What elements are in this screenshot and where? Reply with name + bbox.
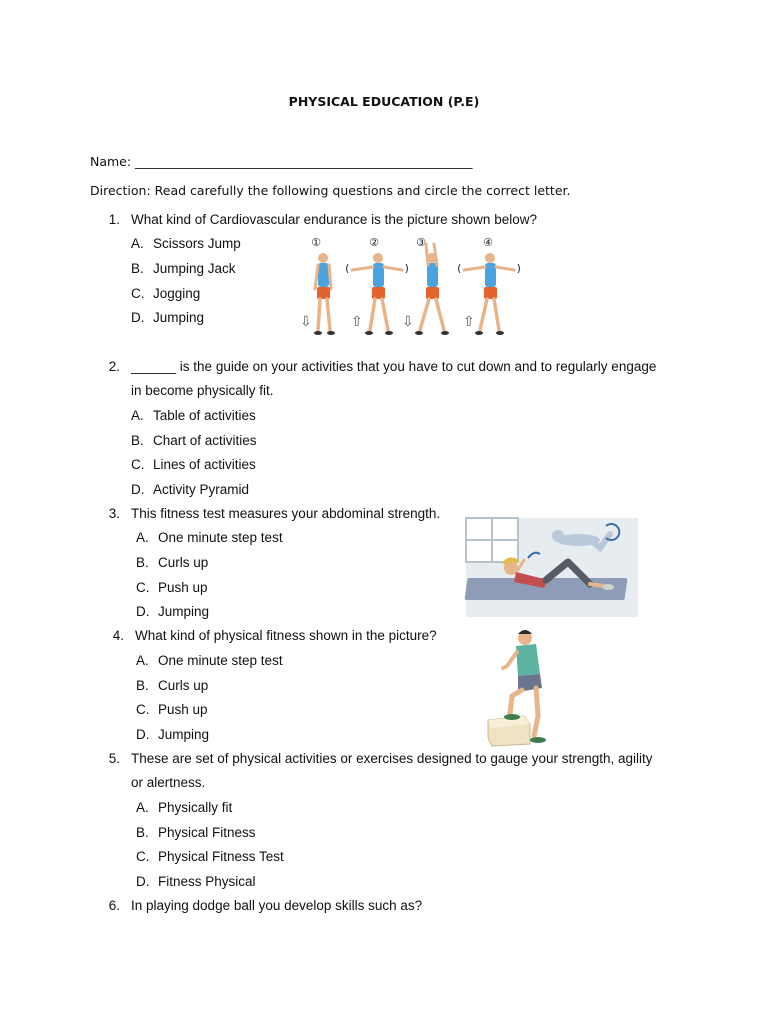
q3-option-a: A. One minute step test — [136, 530, 283, 545]
q3-option-b: B. Curls up — [136, 555, 209, 570]
step-test-figure — [484, 628, 560, 750]
arrow-down-icon: ⇩ — [402, 314, 414, 330]
step-label-4: ④ — [483, 236, 493, 249]
q5-option-d: D. Fitness Physical — [136, 874, 256, 889]
q2-option-b: B. Chart of activities — [131, 433, 257, 448]
q2-option-a: A. Table of activities — [131, 408, 256, 423]
step-label-1: ① — [311, 236, 321, 249]
curl-up-figure — [466, 518, 638, 617]
question-number: 2. — [108, 359, 120, 374]
arrow-up-icon: ⇧ — [463, 314, 475, 330]
question-text-continued: or alertness. — [131, 775, 206, 790]
q5-option-b: B. Physical Fitness — [136, 825, 256, 840]
q5-option-c: C. Physical Fitness Test — [136, 849, 284, 864]
jumper-pose-1 — [314, 253, 335, 335]
question-text: What kind of physical fitness shown in the picture? — [135, 628, 437, 643]
q4-option-a: A. One minute step test — [136, 653, 283, 668]
question-number: 3. — [108, 506, 120, 521]
name-field-line: Name: ______________________________________________________ — [90, 154, 473, 169]
question-text: ______ is the guide on your activities that you have to cut down and to regularly engage — [131, 359, 657, 374]
q2-option-c: C. Lines of activities — [131, 457, 256, 472]
q3-option-d: D. Jumping — [136, 604, 210, 619]
q1-option-d: D. Jumping — [131, 310, 205, 325]
question-number: 4. — [112, 628, 124, 643]
question-text: This fitness test measures your abdominal strength. — [131, 506, 441, 521]
q2-option-d: D. Activity Pyramid — [131, 482, 250, 497]
question-number: 6. — [108, 898, 120, 913]
step-label-3: ③ — [416, 236, 426, 249]
question-text: In playing dodge ball you develop skills such as? — [131, 898, 423, 913]
arrow-up-icon: ⇧ — [351, 314, 363, 330]
q4-option-d: D. Jumping — [136, 727, 210, 742]
q5-option-a: A. Physically fit — [136, 800, 233, 815]
step-label-2: ② — [369, 236, 379, 249]
question-text: These are set of physical activities or exercises designed to gauge your strength, agility — [131, 751, 653, 766]
question-number: 5. — [108, 751, 120, 766]
q4-option-c: C. Push up — [136, 702, 208, 717]
directions-text: Direction: Read carefully the following questions and circle the correct letter. — [90, 183, 571, 198]
page-title: PHYSICAL EDUCATION (P.E) — [288, 94, 480, 109]
q1-option-a: A. Scissors Jump — [131, 236, 241, 251]
q1-option-b: B. Jumping Jack — [131, 261, 236, 276]
question-text: What kind of Cardiovascular endurance is the picture shown below? — [131, 212, 537, 227]
jumper-pose-3 — [415, 244, 449, 335]
q1-option-c: C. Jogging — [131, 286, 201, 301]
q3-option-c: C. Push up — [136, 580, 208, 595]
q4-option-b: B. Curls up — [136, 678, 209, 693]
question-text-continued: in become physically fit. — [131, 383, 274, 398]
jumping-jack-figure — [296, 234, 526, 342]
question-number: 1. — [108, 212, 120, 227]
arrow-down-icon: ⇩ — [300, 314, 312, 330]
